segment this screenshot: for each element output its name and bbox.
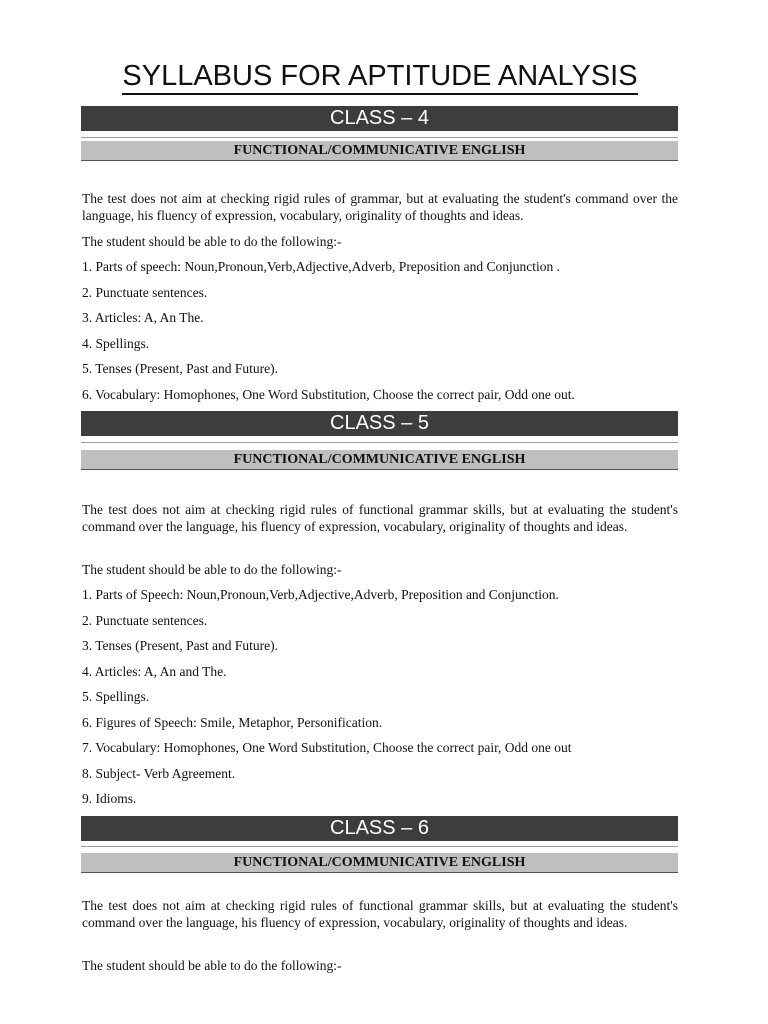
list-item: 5. Tenses (Present, Past and Future).: [82, 361, 279, 376]
divider-rule: [81, 442, 678, 443]
lead-line-4: The student should be able to do the following:-: [82, 234, 342, 249]
list-item: 5. Spellings.: [82, 689, 150, 704]
class-heading-5: CLASS – 5: [81, 411, 678, 436]
subject-heading-4: FUNCTIONAL/COMMUNICATIVE ENGLISH: [81, 141, 678, 161]
list-item: 2. Punctuate sentences.: [82, 285, 208, 300]
list-item: 1. Parts of Speech: Noun,Pronoun,Verb,Adjective,Adverb, Preposition and Conjunction.: [82, 587, 559, 602]
class-heading-4: CLASS – 4: [81, 106, 678, 131]
intro-paragraph-4: The test does not aim at checking rigid rules of grammar, but at evaluating the student's command over the language, his fluency of expression, vocabulary, originality of thoughts and ideas.: [82, 191, 678, 223]
list-item: 6. Vocabulary: Homophones, One Word Substitution, Choose the correct pair, Odd one out.: [82, 387, 575, 402]
list-item: 7. Vocabulary: Homophones, One Word Substitution, Choose the correct pair, Odd one out: [82, 740, 572, 755]
divider-rule: [81, 137, 678, 138]
intro-paragraph-6: The test does not aim at checking rigid rules of functional grammar skills, but at evaluating the student's command over the language, his fluency of expression, vocabulary, originality of thoughts and ideas.: [82, 898, 678, 930]
list-item: 4. Articles: A, An and The.: [82, 664, 227, 679]
document-title-text: SYLLABUS FOR APTITUDE ANALYSIS: [122, 60, 637, 95]
document-title: [82, 58, 678, 94]
list-item: 4. Spellings.: [82, 336, 150, 351]
list-item: 9. Idioms.: [82, 791, 137, 806]
lead-line-5: The student should be able to do the following:-: [82, 562, 342, 577]
list-item: 3. Articles: A, An The.: [82, 310, 204, 325]
list-item: 2. Punctuate sentences.: [82, 613, 208, 628]
list-item: 8. Subject- Verb Agreement.: [82, 766, 236, 781]
subject-heading-6: FUNCTIONAL/COMMUNICATIVE ENGLISH: [81, 853, 678, 873]
divider-rule: [81, 846, 678, 847]
list-item: 1. Parts of speech: Noun,Pronoun,Verb,Adjective,Adverb, Preposition and Conjunction .: [82, 259, 561, 274]
class-heading-6: CLASS – 6: [81, 816, 678, 841]
list-item: 6. Figures of Speech: Smile, Metaphor, Personification.: [82, 715, 383, 730]
intro-paragraph-5: The test does not aim at checking rigid rules of functional grammar skills, but at evaluating the student's command over the language, his fluency of expression, vocabulary, originality of thoughts and ideas.: [82, 502, 678, 534]
list-item: 3. Tenses (Present, Past and Future).: [82, 638, 279, 653]
lead-line-6: The student should be able to do the following:-: [82, 958, 342, 973]
subject-heading-5: FUNCTIONAL/COMMUNICATIVE ENGLISH: [81, 450, 678, 470]
